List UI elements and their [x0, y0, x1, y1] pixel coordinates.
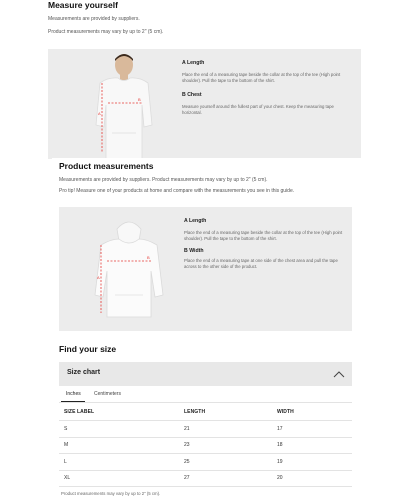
- measure-a-title: A Length: [182, 60, 205, 66]
- measure-yourself-note-1: Measurements are provided by suppliers.: [48, 16, 140, 22]
- measure-a-text: Place the end of a measuring tape beside the collar at the top of the tee (High point shoulder). Pull the tape to the bottom of the shirt.: [182, 72, 341, 83]
- chevron-up-icon[interactable]: [333, 369, 345, 379]
- product-measurements-panel: [59, 207, 352, 331]
- svg-text:B: B: [147, 255, 150, 260]
- table-cell: L: [64, 459, 67, 465]
- product-measurements-title: Product measurements: [59, 161, 154, 171]
- product-measurements-note-2: Pro tip! Measure one of your products at home and compare with the measurements you see in this guide.: [59, 188, 295, 194]
- table-cell: S: [64, 426, 68, 432]
- table-header-length: LENGTH: [184, 409, 206, 415]
- table-cell: 18: [277, 442, 283, 448]
- measure-b-title: B Chest: [182, 92, 202, 98]
- table-cell: 21: [184, 426, 190, 432]
- table-row-divider: [59, 486, 352, 487]
- svg-text:B: B: [138, 97, 141, 102]
- tab-inches[interactable]: Inches: [66, 391, 81, 397]
- table-cell: M: [64, 442, 69, 448]
- table-cell: 19: [277, 459, 283, 465]
- table-header-divider: [59, 420, 352, 421]
- svg-text:A: A: [97, 275, 100, 280]
- hoodie-measure-illustration: [89, 217, 169, 325]
- table-cell: 25: [184, 459, 190, 465]
- table-header-size-label: SIZE LABEL: [64, 409, 95, 415]
- table-row-divider: [59, 437, 352, 438]
- product-b-title: B Width: [184, 248, 204, 254]
- measure-yourself-panel: [48, 49, 361, 159]
- product-measurements-note-1: Measurements are provided by suppliers. Product measurements may vary by up to 2" (5 cm).: [59, 177, 268, 183]
- size-chart-accordion-header[interactable]: [59, 362, 352, 386]
- table-header-width: WIDTH: [277, 409, 294, 415]
- measure-yourself-title: Measure yourself: [48, 0, 118, 10]
- product-a-title: A Length: [184, 218, 207, 224]
- tabs-divider: [59, 402, 352, 403]
- product-a-text: Place the end of a measuring tape beside the collar at the top of the tee (High point shoulder). Pull the tape to the bottom of the shirt.: [184, 230, 343, 241]
- table-row-divider: [59, 470, 352, 471]
- find-your-size-title: Find your size: [59, 344, 117, 354]
- table-cell: XL: [64, 475, 71, 481]
- size-chart-footnote: Product measurements may vary by up to 2" (5 cm).: [61, 491, 161, 496]
- table-cell: 27: [184, 475, 190, 481]
- table-cell: 17: [277, 426, 283, 432]
- size-chart-title: Size chart: [67, 369, 101, 376]
- table-cell: 23: [184, 442, 190, 448]
- table-cell: 20: [277, 475, 283, 481]
- table-row-divider: [59, 453, 352, 454]
- product-b-text: Place the end of a measuring tape at one side of the chest area and pull the tape across to the other side of the product.: [184, 258, 338, 269]
- tab-centimeters[interactable]: Centimeters: [94, 391, 121, 397]
- measure-yourself-note-2: Product measurements may vary by up to 2" (5 cm).: [48, 29, 164, 35]
- measure-b-text: Measure yourself around the fullest part of your chest. Keep the measuring tape horizontal.: [182, 104, 334, 115]
- svg-text:A: A: [98, 111, 101, 116]
- person-measure-illustration: [78, 53, 170, 159]
